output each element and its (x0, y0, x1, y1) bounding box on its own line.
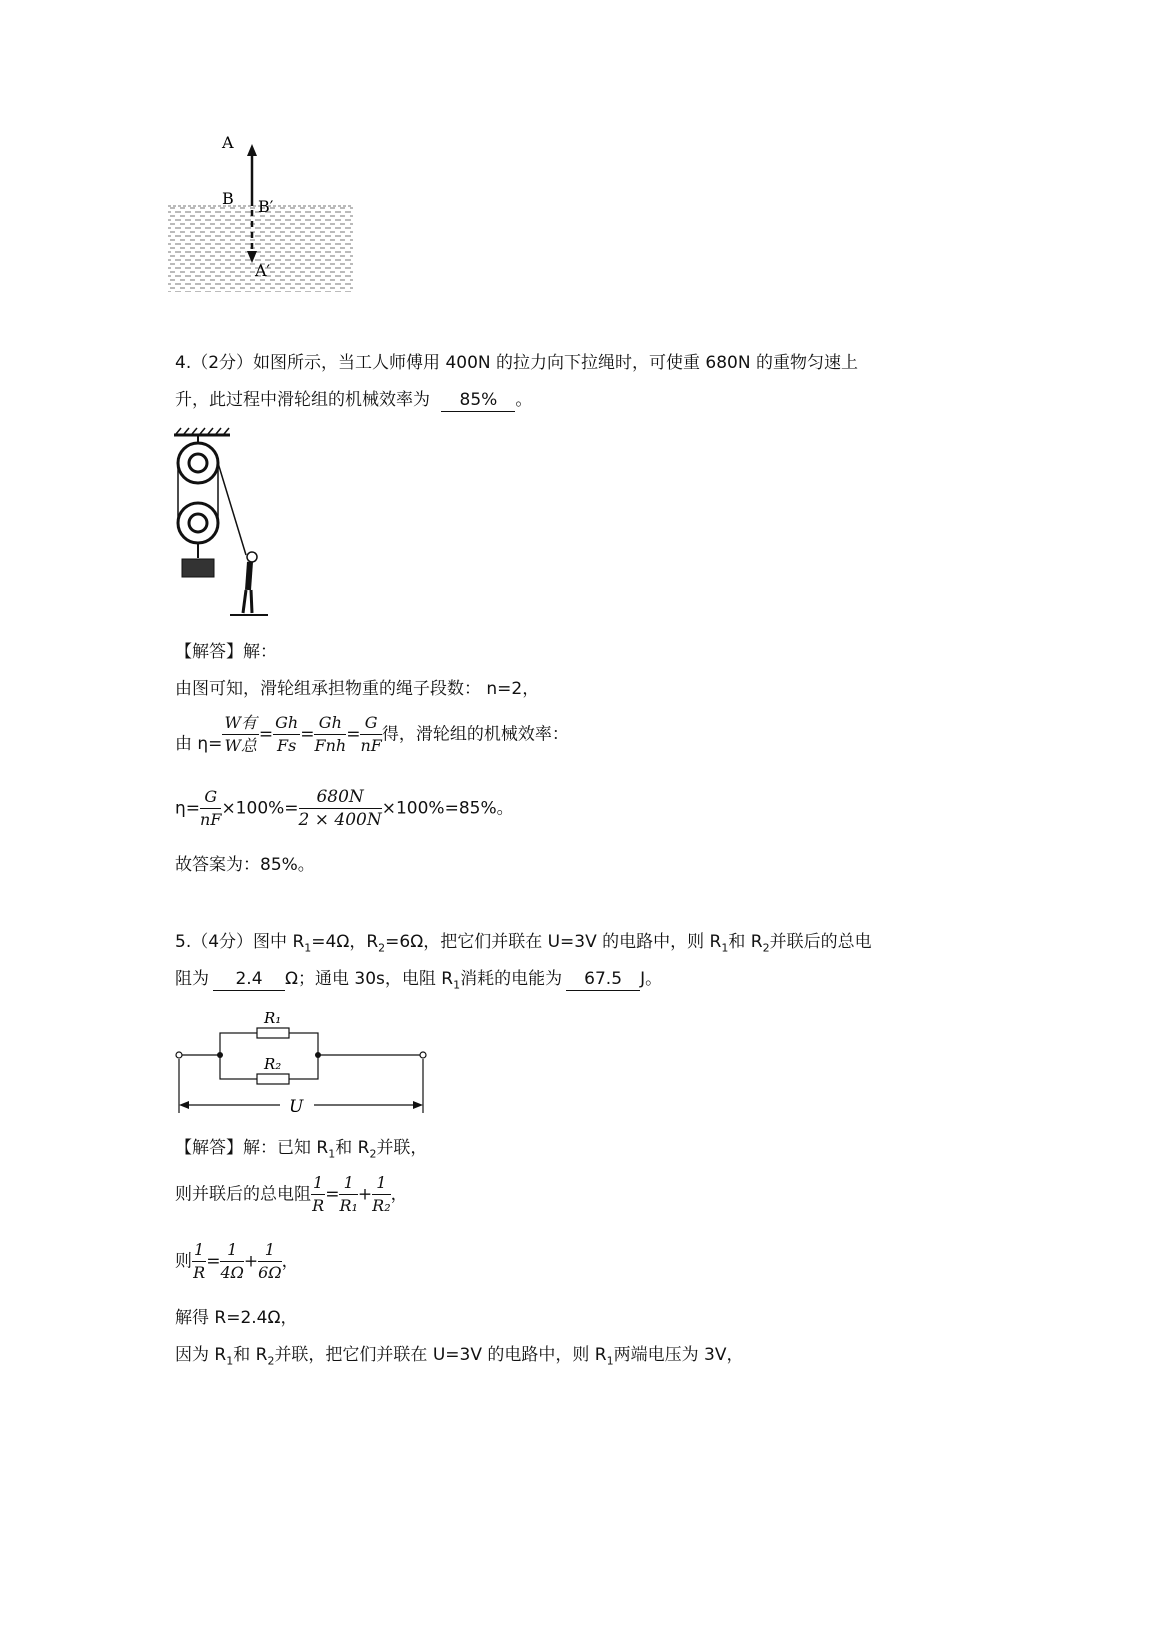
label-r2: R₂ (264, 1055, 282, 1073)
refraction-figure (165, 130, 365, 300)
q5-sol-line2: 则并联后的总电阻 $\frac{1}{R}$ = $\frac{1}{\text{R₁}}$ + $\frac{1}{\text{R₂}}$ ， (175, 1173, 408, 1215)
fraction-g-nf: $\frac{G}{nF}$ (360, 713, 382, 755)
q5-answer-blank-1: 2.4 (213, 968, 285, 991)
fraction-680-800: $\frac{680N}{2 \times 400N}$ (298, 787, 382, 830)
label-r1: R₁ (264, 1009, 282, 1027)
label-a: A (222, 133, 234, 152)
circuit-figure (172, 1003, 442, 1125)
worker-icon (247, 552, 257, 562)
fraction-1-r: $\frac{1}{R}$ (312, 1173, 325, 1215)
weight-block (182, 559, 214, 577)
fraction-gh-fnh: $\frac{Gh}{\text{Fnh}}$ (314, 713, 347, 755)
q5-sol-line5: 因为 $R_1$和 $R_2$并联，把它们并联在 U=3V 的电路中，则 $R_1$两端电压为 3V， (175, 1345, 744, 1368)
q4-solution-title: 【解答】解： (175, 642, 277, 662)
q5-sol-line4: 解得 R=2.4Ω， (175, 1308, 298, 1328)
terminal-right-icon (420, 1052, 426, 1058)
q4-stem-line2: 升，此过程中滑轮组的机械效率为 85% 。 (175, 390, 533, 410)
pulley-figure (168, 425, 273, 625)
q4-stem-line1: 4.（2分）如图所示，当工人师傅用 400N 的拉力向下拉绳时，可使重 680N 的重物匀速上 (175, 353, 858, 373)
label-a-prime: A′ (255, 261, 271, 280)
movable-pulley-icon (178, 503, 218, 543)
q4-sol-line2: 由 η= $\frac{\text{W有}}{\text{W总}}$ = $\frac{Gh}{Fs}$ = $\frac{Gh}{\text{Fnh}}$ = $\frac{G}{nF}$ 得，滑轮组的机械效率： (175, 713, 569, 755)
fraction-1-6ohm: $\frac{1}{6\Omega}$ (258, 1240, 282, 1282)
fraction-1-r2: $\frac{1}{\text{R₂}}$ (372, 1173, 391, 1215)
label-u: U (289, 1097, 304, 1117)
resistor-r2 (257, 1074, 289, 1084)
q5-answer-blank-2: 67.5 (566, 968, 640, 991)
q5-stem-line2: 阻为 2.4 Ω；通电 30s，电阻 $R_1$消耗的电能为 67.5 J。 (175, 969, 663, 992)
label-b-prime: B′ (258, 197, 274, 216)
fraction-1-r-b: $\frac{1}{R}$ (193, 1240, 206, 1282)
resistor-r1 (257, 1028, 289, 1038)
q4-sol-line4: 故答案为：85%。 (175, 855, 315, 875)
fixed-pulley-icon (178, 443, 218, 483)
q4-answer-blank: 85% (441, 389, 515, 412)
fraction-w-useful-total: $\frac{\text{W有}}{\text{W总}}$ (224, 713, 257, 755)
label-b: B (222, 189, 234, 208)
fraction-g-nf-2: $\frac{G}{nF}$ (200, 787, 222, 829)
terminal-left-icon (176, 1052, 182, 1058)
q4-sol-line1: 由图可知，滑轮组承担物重的绳子段数： n=2， (175, 679, 540, 699)
q5-stem-line1: 5.（4分）图中 $R_1=4\Omega$，$R_2=6\Omega$，把它们并联在 U=3V 的电路中，则 $R_1$和 $R_2$并联后的总电 (175, 932, 872, 955)
fraction-1-r1: $\frac{1}{\text{R₁}}$ (339, 1173, 358, 1215)
fraction-1-4ohm: $\frac{1}{4\Omega}$ (220, 1240, 244, 1282)
q5-sol-line3: 则 $\frac{1}{R}$ = $\frac{1}{4\Omega}$ + $\frac{1}{6\Omega}$ ， (175, 1240, 299, 1282)
fraction-gh-fs: $\frac{Gh}{Fs}$ (275, 713, 299, 755)
q4-sol-line3: η= $\frac{G}{nF}$ ×100%= $\frac{680N}{2 \times 400N}$ ×100%=85%。 (175, 787, 514, 830)
q5-solution-title: 【解答】解：已知 $R_1$和 $R_2$并联， (175, 1138, 428, 1161)
